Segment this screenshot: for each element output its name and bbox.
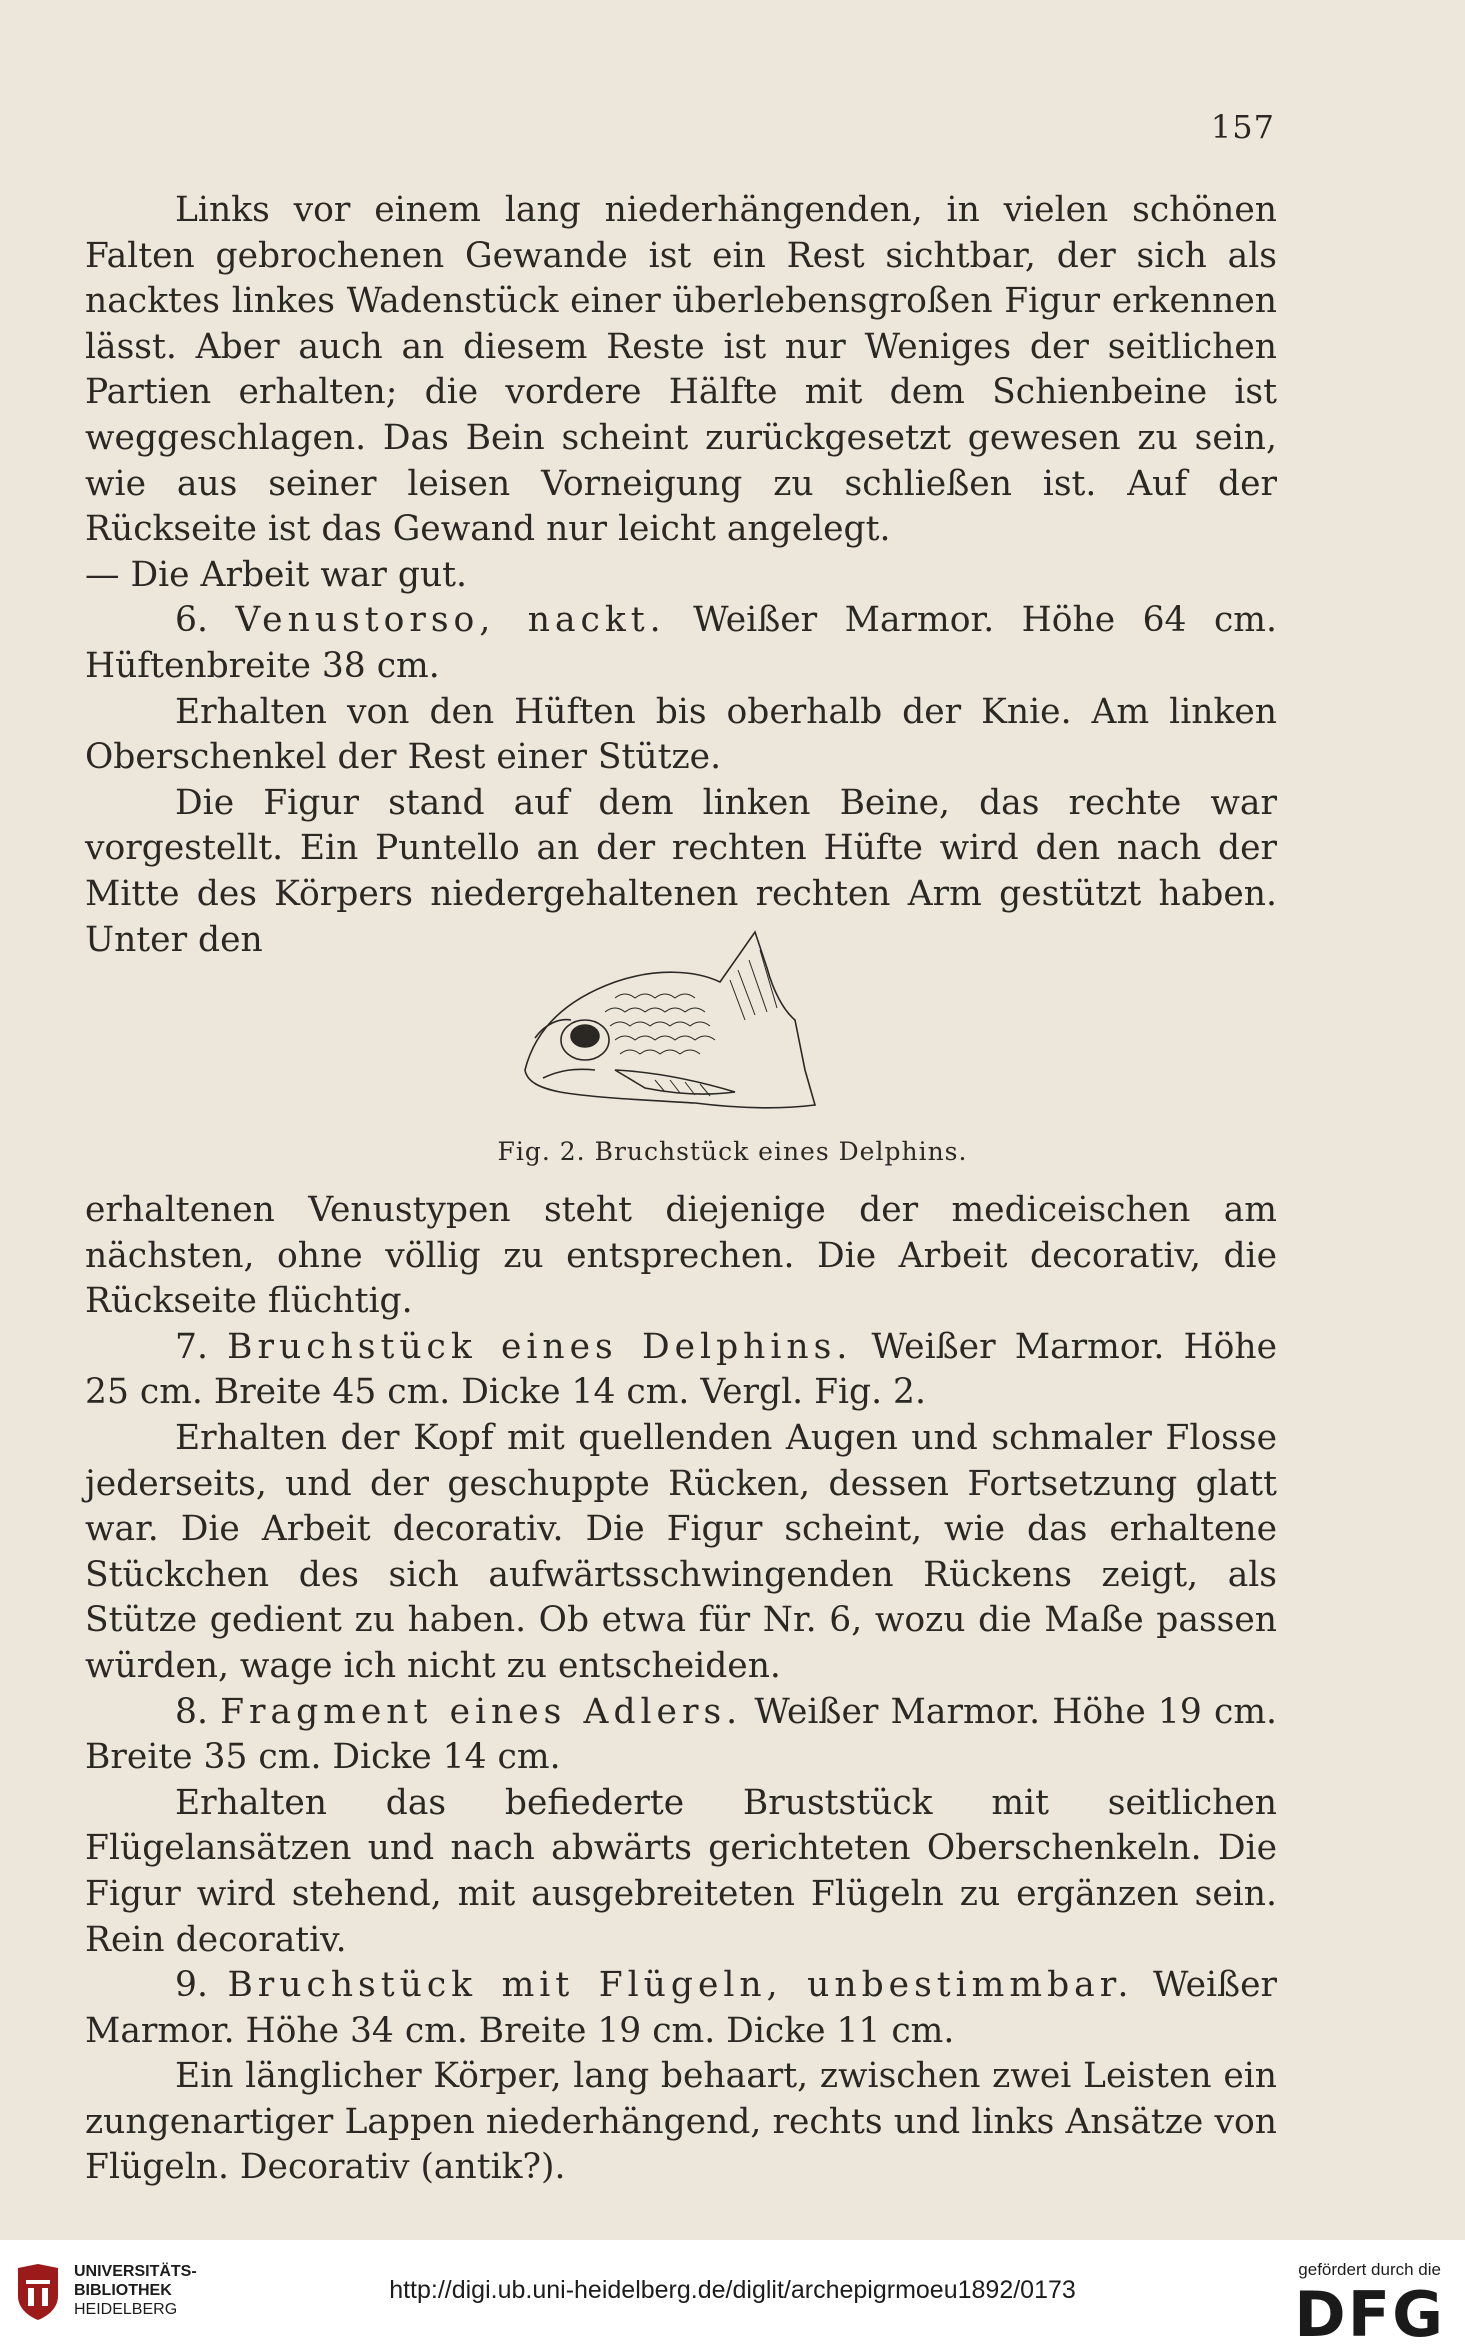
paragraph-dolphin-description: Erhalten der Kopf mit quellenden Augen und schmaler Flosse jederseits, und der geschuppte Rücken, dessen Fortsetzung glatt war. Die Arbeit decorativ. Die Figur scheint, wie das erhaltene Stückchen des sich aufwärtsschwingenden Rückens zeigt, als Stütze gedient zu haben. Ob etwa für Nr. 6, wozu die Maße passen würden, wage ich nicht zu entscheiden.	[85, 1417, 1277, 1686]
catalog-entry-9	[85, 1963, 1277, 2054]
dolphin-fragment-drawing-icon	[505, 920, 845, 1120]
entry-description: Weißer Marmor. Höhe 34 cm. Breite 19 cm. Dicke 11 cm.	[85, 1965, 1277, 2051]
paragraph-wing-fragment: Ein länglicher Körper, lang behaart, zwischen zwei Leisten ein zungenartiger Lappen niederhängend, rechts und links Ansätze von Flügeln. Decorativ (antik?).	[85, 2056, 1277, 2188]
dfg-logo: DFG	[1294, 2278, 1445, 2351]
text-block-top	[85, 188, 1277, 963]
paragraph-work-quality: — Die Arbeit war gut.	[85, 554, 468, 595]
entry-number: 9.	[175, 1965, 208, 2006]
catalog-entry-6	[85, 598, 1277, 689]
entry-title: Bruchstück eines Delphins.	[227, 1326, 853, 1367]
paragraph-leg-fragment: Links vor einem lang niederhängenden, in vielen schönen Falten gebrochenen Gewande ist ein Rest sichtbar, der sich als nacktes linkes Wadenstück einer überlebensgroßen Figur erkennen lässt. Aber auch an diesem Reste ist nur Weniges der seitlichen Partien erhalten; die vordere Hälfte mit dem Schienbeine ist weggeschlagen. Das Bein scheint zurückgesetzt gewesen zu sein, wie aus seiner leisen Vorneigung zu schließen ist. Auf der Rückseite ist das Gewand nur leicht angelegt.	[85, 190, 1277, 550]
paragraph-preserved-hips: Erhalten von den Hüften bis oberhalb der Knie. Am linken Oberschenkel der Rest einer Stütze.	[85, 691, 1277, 778]
figure-caption: Fig. 2. Bruchstück eines Delphins.	[497, 1137, 968, 1166]
entry-number: 8.	[175, 1691, 208, 1732]
entry-description: Weißer Marmor. Höhe 64 cm. Hüftenbreite 38 cm.	[85, 600, 1277, 686]
page-number: 157	[1210, 108, 1275, 146]
catalog-entry-8	[85, 1690, 1277, 1781]
paragraph-figure-stance: Die Figur stand auf dem linken Beine, das rechte war vorgestellt. Ein Puntello an der rechten Hüfte wird den nach der Mitte des Körpers niedergehaltenen rechten Arm gestützt haben. Unter den	[85, 782, 1277, 960]
entry-title: Venustorso, nackt.	[235, 600, 666, 641]
entry-title: Fragment eines Adlers.	[220, 1691, 743, 1732]
university-library-name: UNIVERSITÄTS- BIBLIOTHEK HEIDELBERG	[74, 2263, 197, 2318]
paragraph-venus-types: erhaltenen Venustypen steht diejenige der mediceischen am nächsten, ohne völlig zu entsprechen. Die Arbeit decorativ, die Rückseite flüchtig.	[85, 1190, 1277, 1322]
entry-description: Weißer Marmor. Höhe 19 cm. Breite 35 cm. Dicke 14 cm.	[85, 1691, 1278, 1778]
digitization-footer	[0, 2240, 1465, 2351]
entry-number: 6.	[175, 600, 208, 641]
catalog-entry-7	[85, 1325, 1277, 1416]
funding-note: gefördert durch die	[1298, 2260, 1441, 2279]
entry-description: Weißer Marmor. Höhe 25 cm. Breite 45 cm. Dicke 14 cm. Vergl. Fig. 2.	[85, 1326, 1278, 1413]
text-block-bottom	[85, 1188, 1277, 2191]
permalink-url[interactable]: http://digi.ub.uni-heidelberg.de/diglit/archepigrmoeu1892/0173	[389, 2276, 1076, 2304]
entry-title: Bruchstück mit Flügeln, unbestimmbar.	[227, 1965, 1134, 2006]
entry-number: 7.	[175, 1326, 208, 1367]
paragraph-eagle-description: Erhalten das befiederte Bruststück mit seitlichen Flügelansätzen und nach abwärts gerichteten Oberschenkeln. Die Figur wird stehend, mit ausgebreiteten Flügeln zu ergänzen sein. Rein decorativ.	[85, 1782, 1277, 1960]
